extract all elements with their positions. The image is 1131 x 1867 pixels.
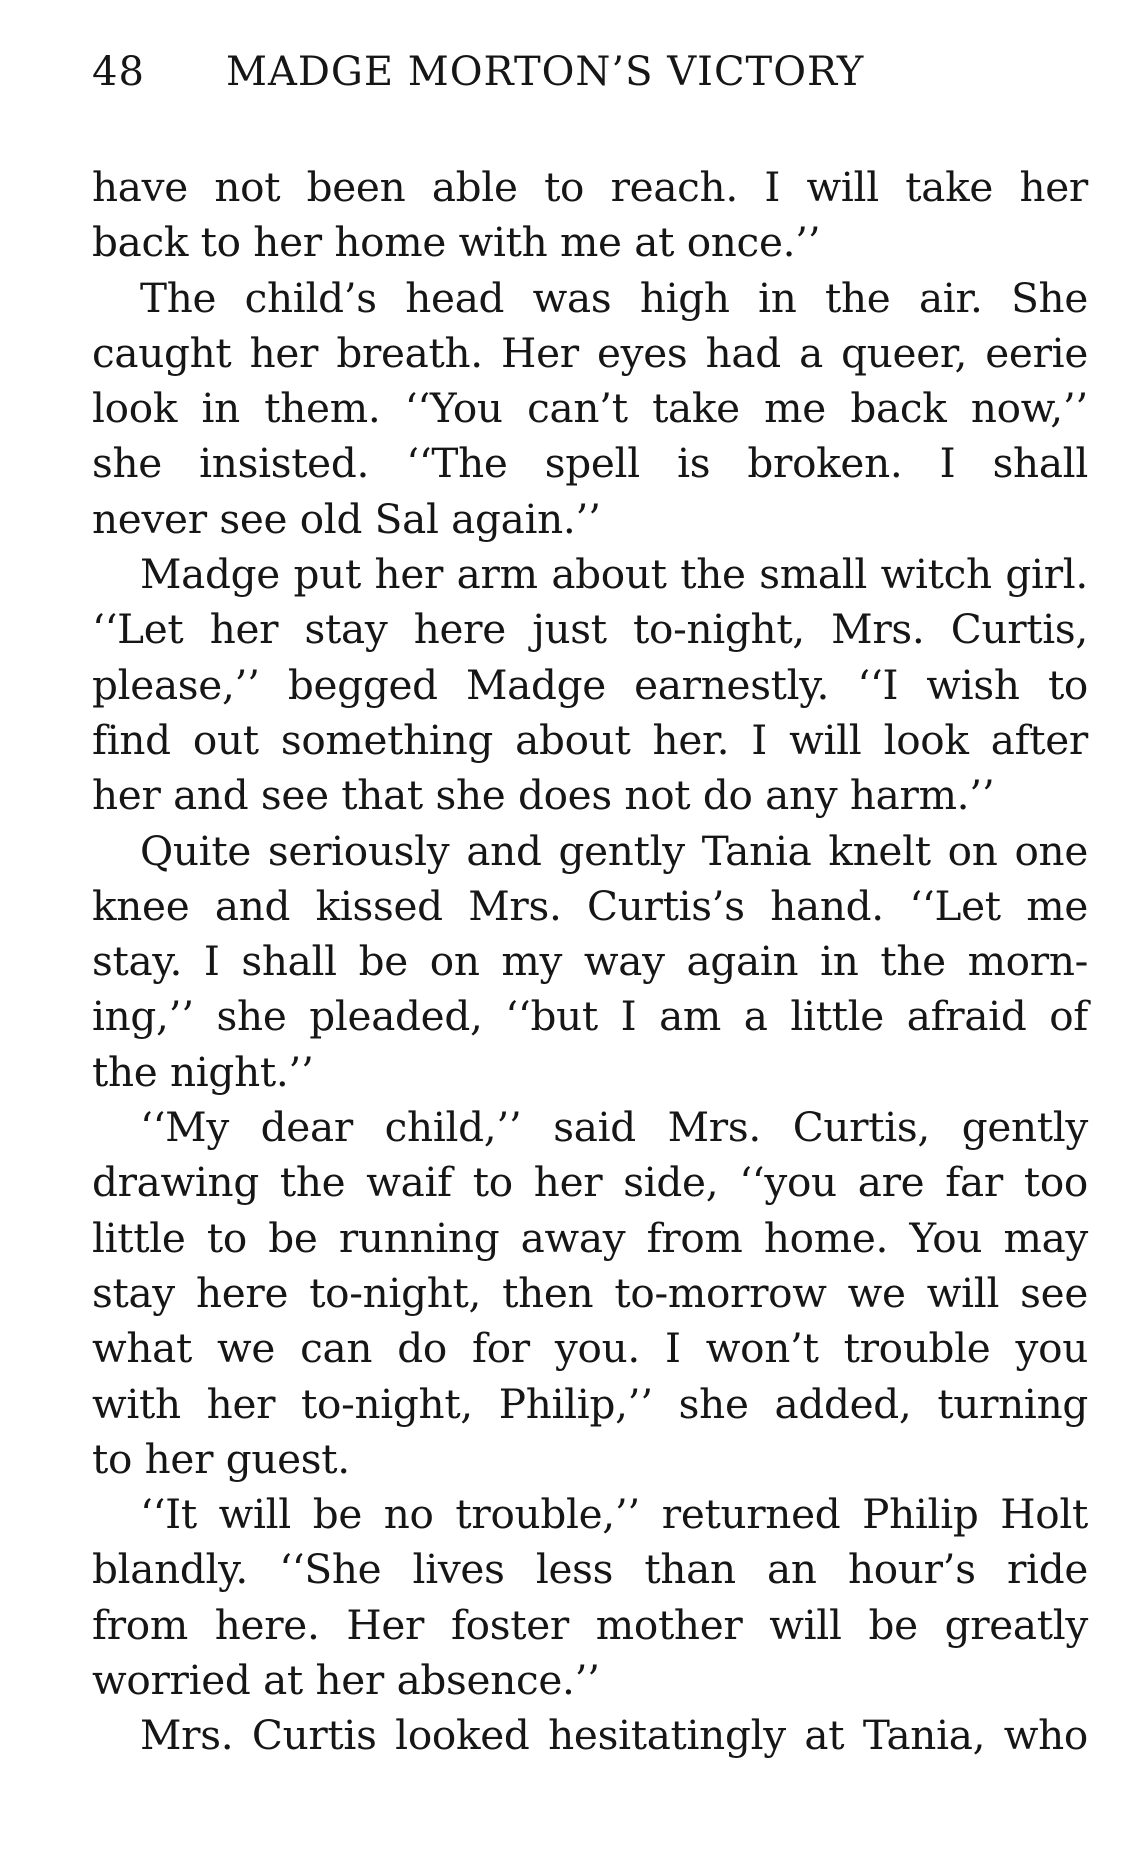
running-head	[92, 42, 972, 102]
text-line: have not been able to reach. I will take her	[92, 163, 1088, 211]
text-line: stay. I shall be on my way again in the morn-	[92, 937, 1088, 986]
text-line: back to her home with me at once.’’	[92, 218, 821, 267]
text-line: what we can do for you. I won’t trouble you	[92, 1324, 1088, 1373]
text-line: from here. Her foster mother will be greatly	[92, 1600, 1088, 1649]
text-line: The child’s head was high in the air. She	[140, 273, 1088, 322]
text-line: ‘‘Let her stay here just to-night, Mrs. Curtis,	[92, 605, 1088, 654]
text-line: blandly. ‘‘She lives less than an hour’s ride	[92, 1545, 1088, 1594]
body-text	[92, 160, 1088, 1764]
text-line: to her guest.	[92, 1434, 350, 1483]
text-line: please,’’ begged Madge earnestly. ‘‘I wish to	[92, 660, 1088, 709]
text-line: ing,’’ she pleaded, ‘‘but I am a little afraid of	[92, 992, 1088, 1041]
text-line: look in them. ‘‘You can’t take me back now,’’	[92, 384, 1088, 433]
text-line: Mrs. Curtis looked hesitatingly at Tania, who	[140, 1711, 1088, 1760]
text-line: she insisted. ‘‘The spell is broken. I shall	[92, 439, 1088, 488]
text-line: Madge put her arm about the small witch girl.	[140, 550, 1088, 599]
text-line: Quite seriously and gently Tania knelt on one	[140, 826, 1088, 875]
text-line: never see old Sal again.’’	[92, 494, 601, 543]
text-line: ‘‘It will be no trouble,’’ returned Philip Holt	[140, 1490, 1088, 1539]
page-number: 48	[92, 49, 145, 95]
running-title: MADGE MORTON’S VICTORY	[226, 49, 865, 95]
text-line: find out something about her. I will look after	[92, 715, 1088, 764]
text-line: ‘‘My dear child,’’ said Mrs. Curtis, gently	[140, 1103, 1088, 1152]
text-line: little to be running away from home. You may	[92, 1213, 1088, 1262]
text-line: drawing the waif to her side, ‘‘you are far too	[92, 1158, 1088, 1207]
text-line: with her to-night, Philip,’’ she added, turning	[92, 1379, 1088, 1428]
text-line: stay here to-night, then to-morrow we will see	[92, 1268, 1088, 1317]
text-line: caught her breath. Her eyes had a queer, eerie	[92, 328, 1088, 377]
text-line: the night.’’	[92, 1047, 314, 1096]
text-line: her and see that she does not do any harm.’’	[92, 771, 995, 820]
text-line: knee and kissed Mrs. Curtis’s hand. ‘‘Let me	[92, 881, 1088, 930]
text-line: worried at her absence.’’	[92, 1656, 600, 1705]
